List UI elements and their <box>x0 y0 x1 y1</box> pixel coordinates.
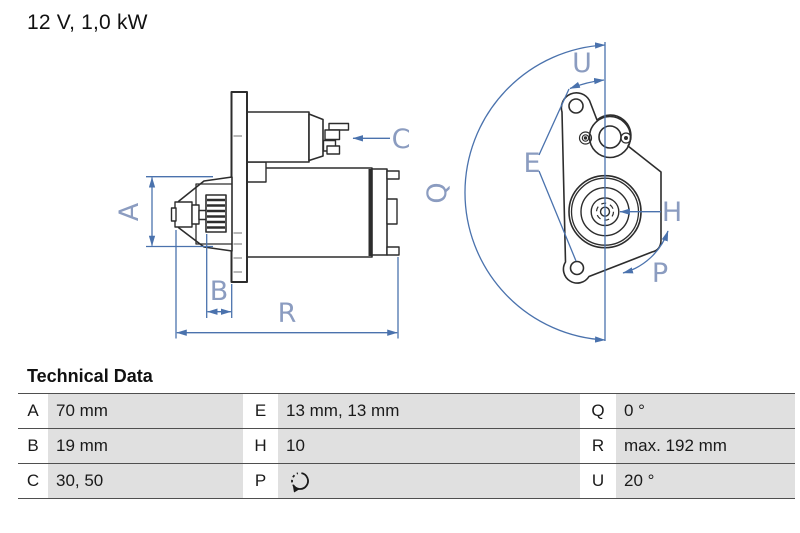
param-value: 0 ° <box>616 394 795 428</box>
param-value: 13 mm, 13 mm <box>278 394 580 428</box>
param-key: C <box>18 464 48 498</box>
mounting-flange <box>232 92 248 282</box>
motor-end-cap <box>372 169 387 255</box>
technical-data-table <box>18 393 795 499</box>
dim-label-c: C <box>391 124 411 155</box>
mounting-hole-bottom <box>571 262 584 275</box>
dim-label-e: E <box>523 148 541 179</box>
dim-label-h: H <box>661 197 683 228</box>
param-value: 10 <box>278 429 580 463</box>
table-row <box>18 429 795 464</box>
technical-data-heading: Technical Data <box>27 366 153 386</box>
side-view-drawing <box>172 92 400 282</box>
table-row <box>18 464 795 499</box>
page-title: 12 V, 1,0 kW <box>27 11 148 34</box>
param-value: max. 192 mm <box>616 429 795 463</box>
solenoid-terminals <box>324 124 349 155</box>
param-value: 20 ° <box>616 464 795 498</box>
param-key: E <box>243 394 278 428</box>
front-view-drawing <box>561 93 661 283</box>
rotation-direction-icon <box>288 469 312 493</box>
dim-label-u: U <box>572 48 592 79</box>
param-key: B <box>18 429 48 463</box>
param-value <box>278 464 580 498</box>
param-value: 70 mm <box>48 394 243 428</box>
param-key: R <box>580 429 616 463</box>
solenoid-bracket <box>247 162 266 182</box>
dim-label-q: Q <box>422 182 453 204</box>
dim-label-a: A <box>114 202 145 222</box>
dim-label-r: R <box>277 298 297 329</box>
param-value: 19 mm <box>48 429 243 463</box>
table-row <box>18 394 795 429</box>
param-value: 30, 50 <box>48 464 243 498</box>
param-key: U <box>580 464 616 498</box>
mounting-hole-top <box>569 99 583 113</box>
solenoid <box>247 112 309 162</box>
param-key: P <box>243 464 278 498</box>
param-key: H <box>243 429 278 463</box>
param-key: Q <box>580 394 616 428</box>
dimension-u-arc <box>570 80 604 89</box>
dim-label-p: P <box>651 258 669 289</box>
param-key: A <box>18 394 48 428</box>
dim-label-b: B <box>209 276 229 307</box>
